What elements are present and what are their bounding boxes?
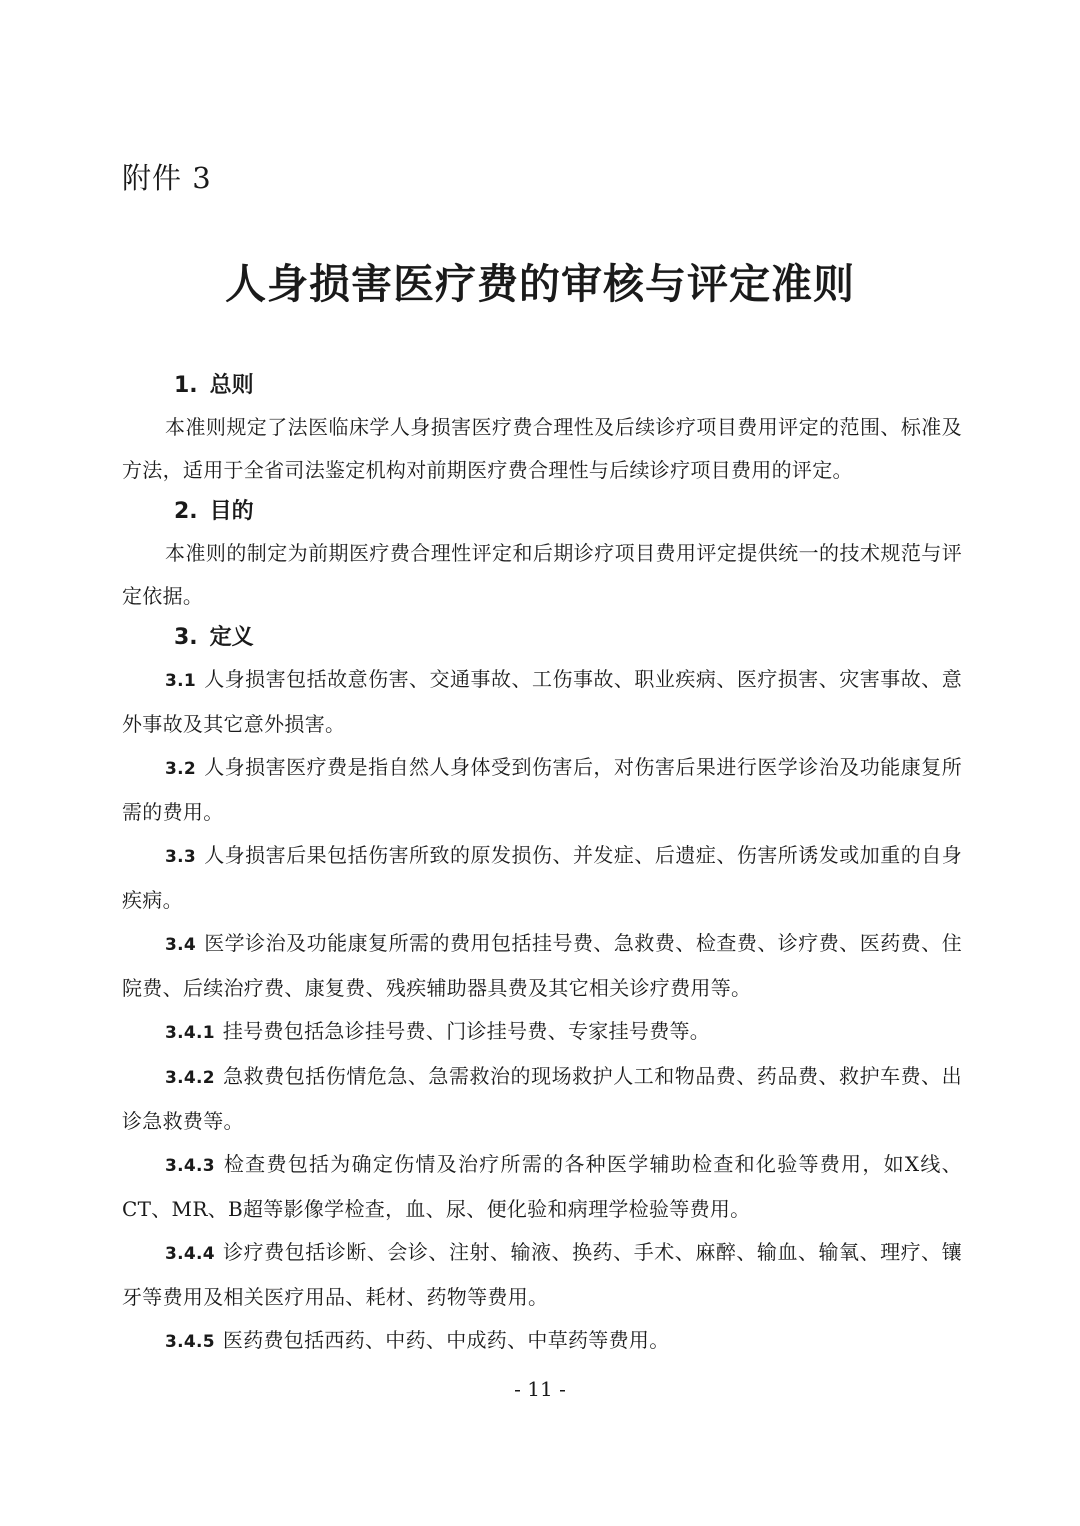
- definition-item: [122, 1055, 962, 1143]
- item-number: 3.4.5: [165, 1332, 215, 1352]
- item-text: 人身损害后果包括伤害所致的原发损伤、并发症、后遗症、伤害所诱发或加重的自身疾病。: [122, 843, 962, 912]
- item-number: 3.1: [165, 671, 197, 691]
- item-text: 人身损害医疗费是指自然人身体受到伤害后，对伤害后果进行医学诊治及功能康复所需的费用。: [122, 755, 962, 824]
- item-text: 检查费包括为确定伤情及治疗所需的各种医学辅助检查和化验等费用，如X线、CT、MR、B超等影像学检查，血、尿、便化验和病理学检验等费用。: [122, 1152, 962, 1221]
- section-number: 1.: [174, 373, 198, 398]
- definition-item: [122, 1010, 962, 1055]
- document-title: 人身损害医疗费的审核与评定准则: [225, 260, 855, 308]
- item-number: 3.4: [165, 935, 197, 955]
- item-text: 人身损害包括故意伤害、交通事故、工伤事故、职业疾病、医疗损害、灾害事故、意外事故及其它意外损害。: [122, 667, 962, 736]
- item-number: 3.3: [165, 847, 197, 867]
- item-text: 挂号费包括急诊挂号费、门诊挂号费、专家挂号费等。: [222, 1019, 711, 1043]
- definition-item: [122, 1231, 962, 1319]
- definition-item: [122, 746, 962, 834]
- item-number: 3.4.3: [165, 1156, 215, 1176]
- item-number: 3.4.1: [165, 1023, 215, 1043]
- section-title: 定义: [209, 625, 254, 650]
- definition-item: [122, 922, 962, 1010]
- section-number: 2.: [174, 499, 198, 524]
- section-heading-general: [122, 366, 962, 406]
- definition-item: [122, 1319, 962, 1364]
- paragraph-purpose: 本准则的制定为前期医疗费合理性评定和后期诊疗项目费用评定提供统一的技术规范与评定依据。: [122, 541, 962, 608]
- section-number: 3.: [174, 625, 198, 650]
- item-number: 3.4.2: [165, 1068, 215, 1088]
- section-heading-purpose: [122, 492, 962, 532]
- definition-item: [122, 658, 962, 746]
- page-number: - 11 -: [514, 1377, 566, 1401]
- attachment-label: 附件 3: [122, 161, 212, 195]
- section-title: 总则: [209, 373, 254, 398]
- document-body: [122, 366, 962, 1364]
- definition-item: [122, 834, 962, 922]
- item-text: 医学诊治及功能康复所需的费用包括挂号费、急救费、检查费、诊疗费、医药费、住院费、后续治疗费、康复费、残疾辅助器具费及其它相关诊疗费用等。: [122, 931, 962, 1000]
- item-text: 医药费包括西药、中药、中成药、中草药等费用。: [222, 1328, 670, 1352]
- item-number: 3.2: [165, 759, 197, 779]
- section-title: 目的: [209, 499, 254, 524]
- paragraph-general: 本准则规定了法医临床学人身损害医疗费合理性及后续诊疗项目费用评定的范围、标准及方法，适用于全省司法鉴定机构对前期医疗费合理性与后续诊疗项目费用的评定。: [122, 415, 962, 482]
- item-text: 急救费包括伤情危急、急需救治的现场救护人工和物品费、药品费、救护车费、出诊急救费等。: [122, 1064, 962, 1133]
- definition-item: [122, 1143, 962, 1231]
- section-heading-definitions: [122, 618, 962, 658]
- item-number: 3.4.4: [165, 1244, 215, 1264]
- item-text: 诊疗费包括诊断、会诊、注射、输液、换药、手术、麻醉、输血、输氧、理疗、镶牙等费用及相关医疗用品、耗材、药物等费用。: [122, 1240, 962, 1309]
